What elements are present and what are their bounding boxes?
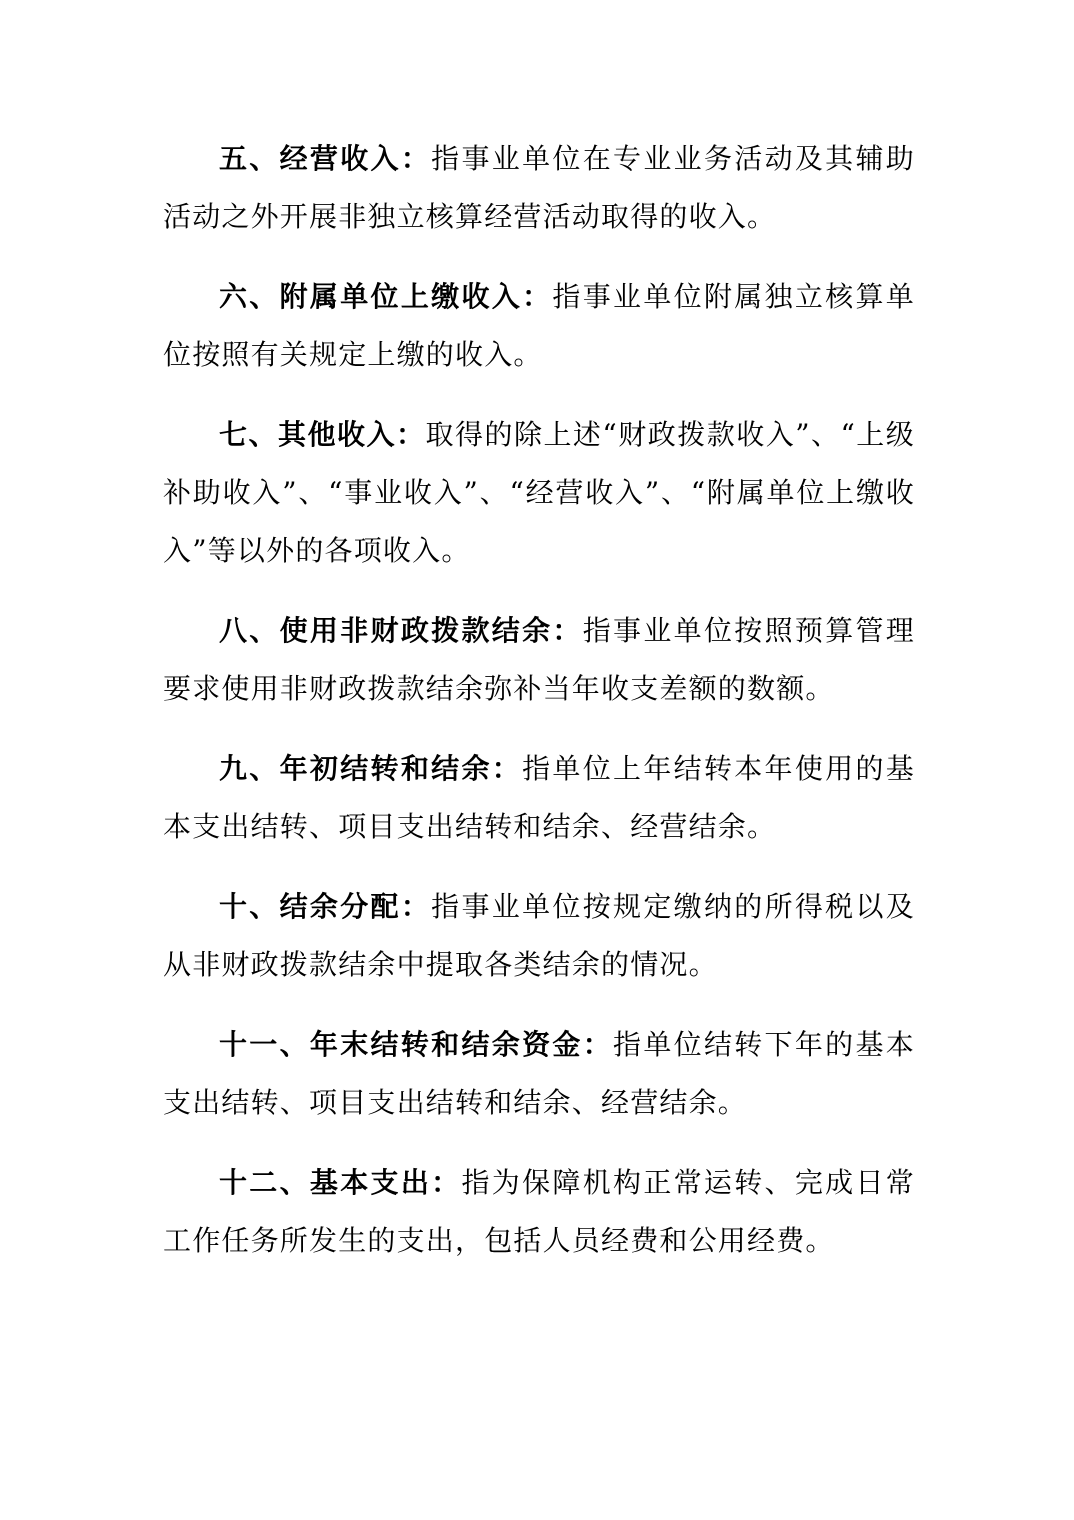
paragraph-opening-carryover <box>163 740 915 856</box>
paragraph-closing-carryover <box>163 1016 915 1132</box>
term-definition: 指事业单位在专业业务活动及其辅助活动之外开展非独立核算经营活动取得的收入。 <box>163 142 916 233</box>
paragraph-basic-expenditure <box>163 1154 915 1270</box>
term-definition: 指为保障机构正常运转、完成日常工作任务所发生的支出，包括人员经费和公用经费。 <box>163 1166 915 1257</box>
term-heading: 八、使用非财政拨款结余： <box>219 614 583 647</box>
term-heading: 九、年初结转和结余： <box>219 752 523 785</box>
term-definition: 指单位结转下年的基本支出结转、项目支出结转和结余、经营结余。 <box>163 1028 915 1119</box>
document-body <box>163 130 915 1292</box>
term-heading: 六、附属单位上缴收入： <box>219 280 553 313</box>
paragraph-subsidiary-remittance <box>163 268 915 384</box>
paragraph-other-income <box>163 406 915 580</box>
term-heading: 十二、基本支出： <box>219 1166 462 1199</box>
term-definition: 指事业单位附属独立核算单位按照有关规定上缴的收入。 <box>163 280 916 371</box>
term-heading: 七、其他收入： <box>219 418 426 451</box>
term-heading: 五、经营收入： <box>219 142 432 175</box>
term-heading: 十一、年末结转和结余资金： <box>219 1028 614 1061</box>
term-definition: 指事业单位按规定缴纳的所得税以及从非财政拨款结余中提取各类结余的情况。 <box>163 890 916 981</box>
term-heading: 十、结余分配： <box>219 890 432 923</box>
paragraph-surplus-distribution <box>163 878 915 994</box>
term-definition: 取得的除上述“财政拨款收入”、“上级补助收入”、“事业收入”、“经营收入”、“附属单位上缴收入”等以外的各项收入。 <box>163 418 916 567</box>
paragraph-operating-income <box>163 130 915 246</box>
term-definition: 指单位上年结转本年使用的基本支出结转、项目支出结转和结余、经营结余。 <box>163 752 915 843</box>
term-definition: 指事业单位按照预算管理要求使用非财政拨款结余弥补当年收支差额的数额。 <box>163 614 916 705</box>
paragraph-use-of-non-fiscal-surplus <box>163 602 915 718</box>
